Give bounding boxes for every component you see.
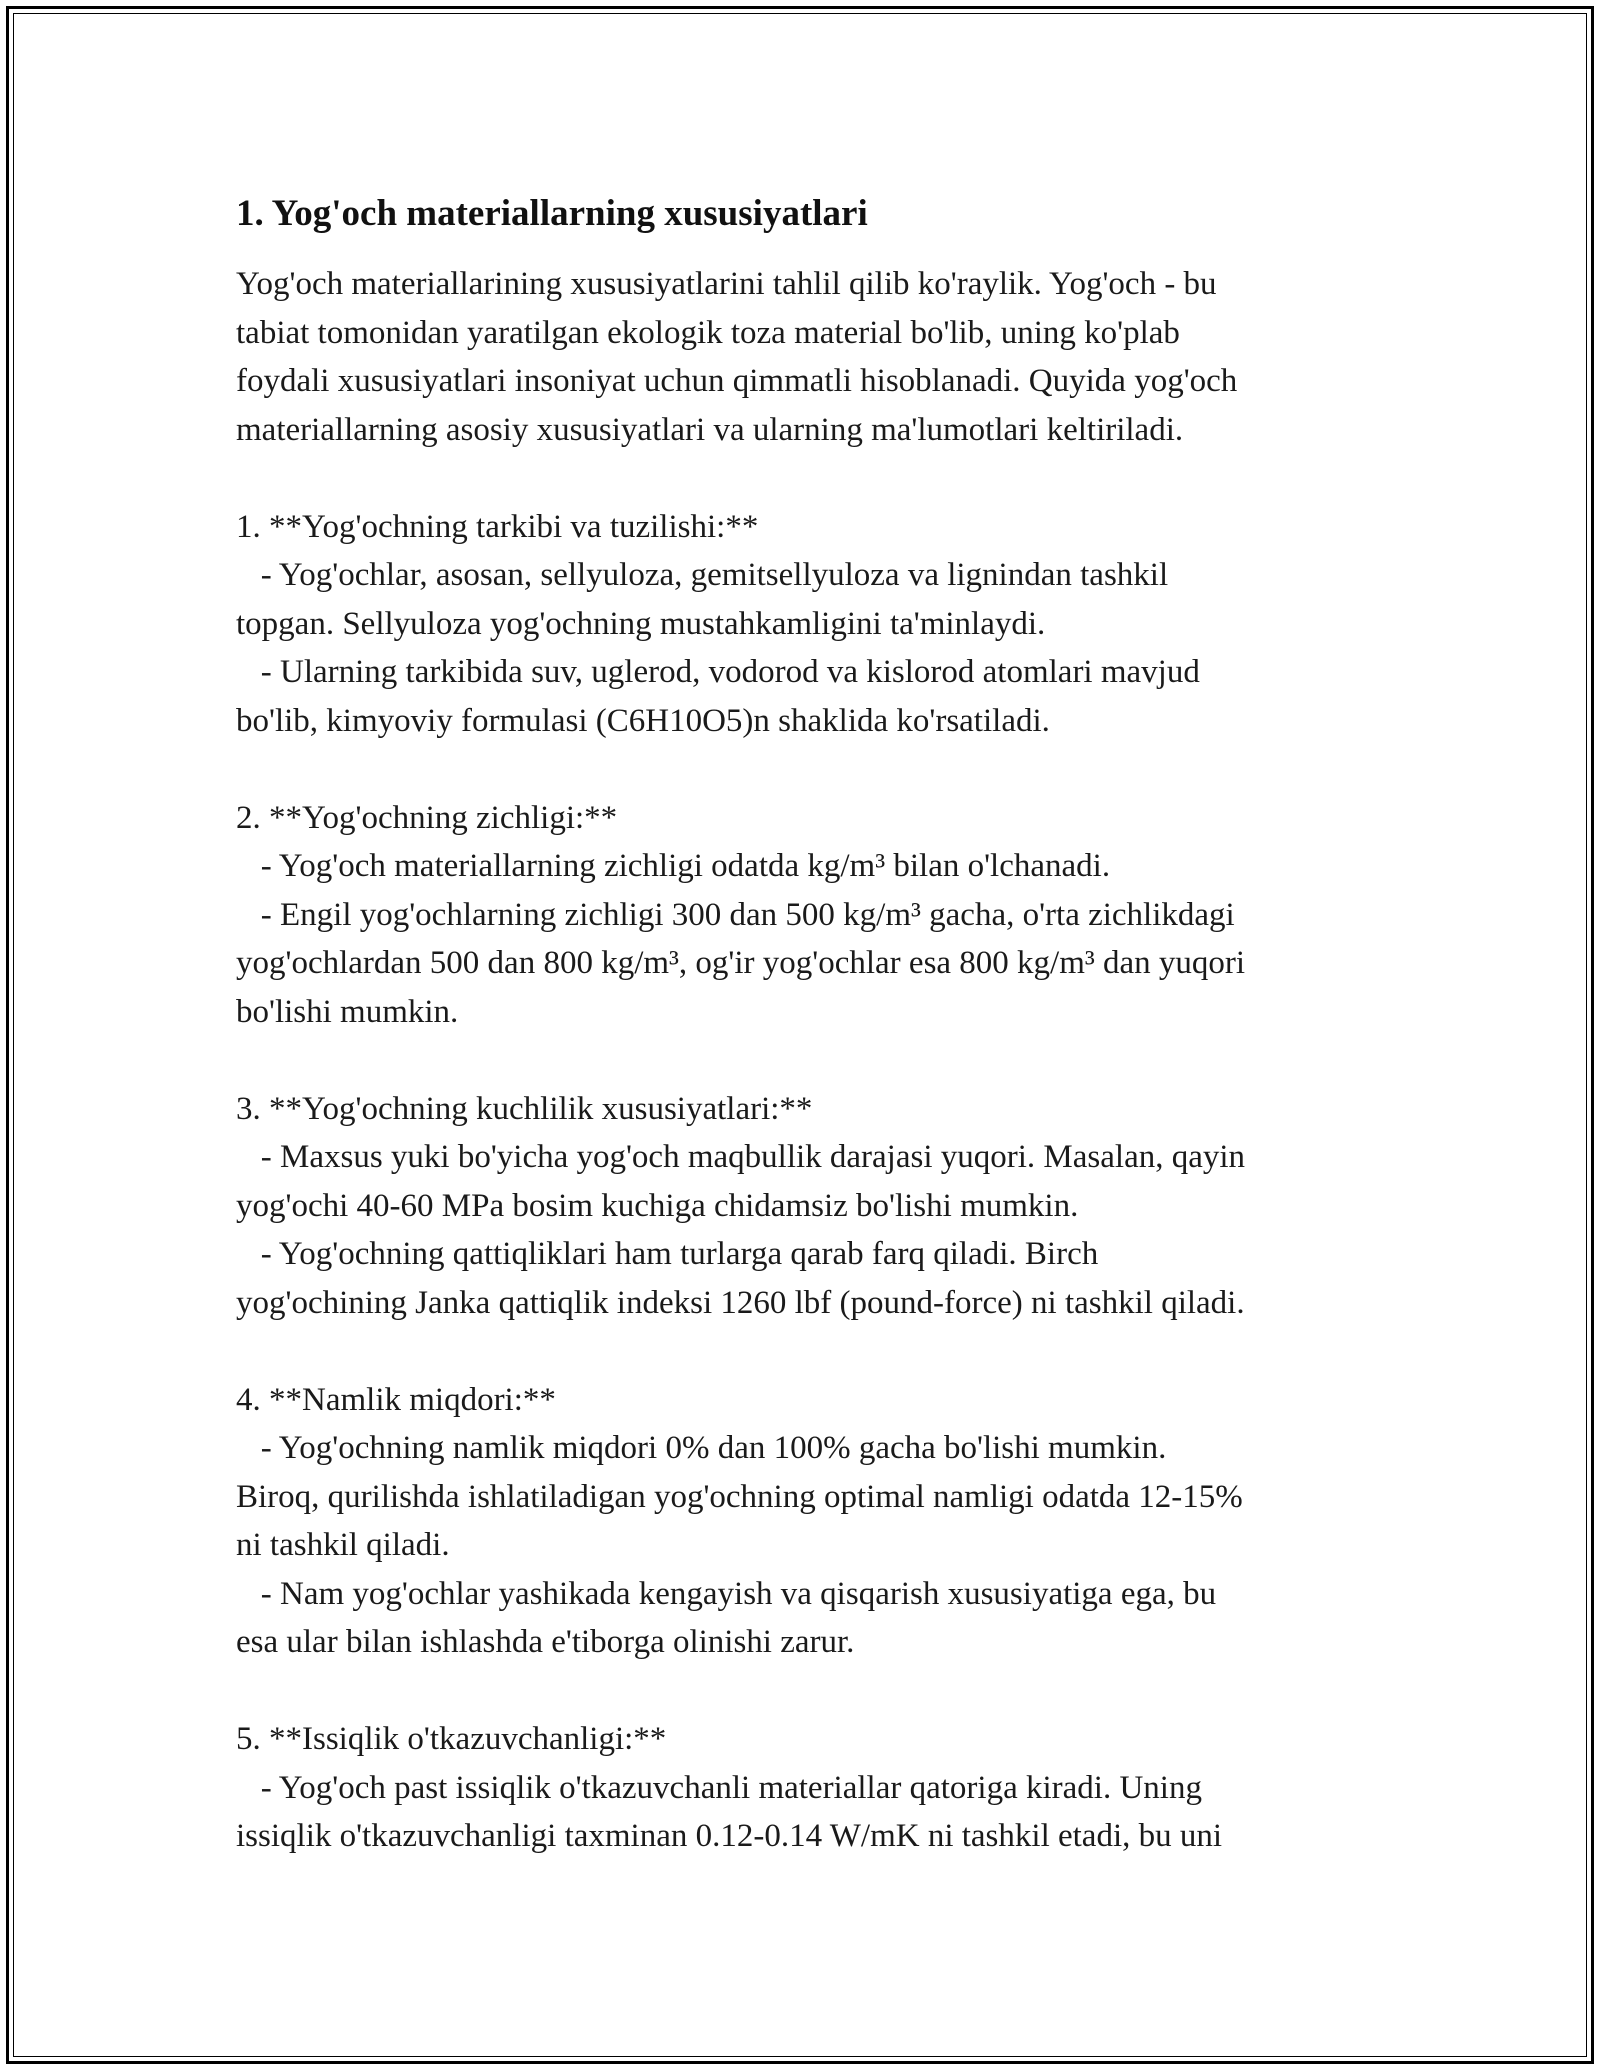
- section-line: - Yog'och past issiqlik o'tkazuvchanli materiallar qatoriga kiradi. Uning: [236, 1769, 1202, 1806]
- section-moisture: [236, 1376, 1366, 1667]
- intro-line: materiallarning asosiy xususiyatlari va ularning ma'lumotlari keltiriladi.: [236, 411, 1184, 448]
- section-heading: 1. **Yog'ochning tarkibi va tuzilishi:**: [236, 508, 759, 545]
- section-line: bo'lib, kimyoviy formulasi (C6H10O5)n shaklida ko'rsatiladi.: [236, 702, 1050, 739]
- section-line: - Ularning tarkibida suv, uglerod, vodorod va kislorod atomlari mavjud: [236, 654, 1200, 690]
- section-line: yog'ochining Janka qattiqlik indeksi 1260 lbf (pound-force) ni tashkil qiladi.: [236, 1284, 1245, 1321]
- intro-line: Yog'och materiallarining xususiyatlarini tahlil qilib ko'raylik. Yog'och - bu: [236, 266, 1217, 302]
- section-line: yog'ochi 40-60 MPa bosim kuchiga chidamsiz bo'lishi mumkin.: [236, 1187, 1079, 1224]
- section-line: - Maxsus yuki bo'yicha yog'och maqbullik darajasi yuqori. Masalan, qayin: [236, 1139, 1246, 1175]
- document-page: [236, 190, 1366, 1861]
- section-line: esa ular bilan ishlashda e'tiborga olinishi zarur.: [236, 1624, 855, 1660]
- intro-line: foydali xususiyatlari insoniyat uchun qimmatli hisoblanadi. Quyida yog'och: [236, 363, 1238, 399]
- section-line: - Yog'och materiallarning zichligi odatda kg/m³ bilan o'lchanadi.: [236, 848, 1111, 884]
- section-thermal-conductivity: [236, 1715, 1366, 1861]
- intro-paragraph: [236, 260, 1366, 454]
- section-heading: 3. **Yog'ochning kuchlilik xususiyatlari:**: [236, 1090, 813, 1127]
- section-density: [236, 794, 1366, 1037]
- section-line: - Yog'ochning qattiqliklari ham turlarga qarab farq qiladi. Birch: [236, 1236, 1099, 1272]
- section-line: - Yog'ochning namlik miqdori 0% dan 100% gacha bo'lishi mumkin.: [236, 1430, 1167, 1466]
- section-line: - Nam yog'ochlar yashikada kengayish va qisqarish xususiyatiga ega, bu: [236, 1575, 1217, 1612]
- section-strength: [236, 1085, 1366, 1328]
- section-line: issiqlik o'tkazuvchanligi taxminan 0.12-0.14 W/mK ni tashkil etadi, bu uni: [236, 1818, 1223, 1854]
- section-heading: 2. **Yog'ochning zichligi:**: [236, 799, 618, 836]
- section-heading: 5. **Issiqlik o'tkazuvchanligi:**: [236, 1721, 667, 1757]
- section-composition: [236, 503, 1366, 746]
- section-heading: 4. **Namlik miqdori:**: [236, 1381, 556, 1418]
- intro-line: tabiat tomonidan yaratilgan ekologik toza material bo'lib, uning ko'plab: [236, 314, 1180, 351]
- section-line: ni tashkil qiladi.: [236, 1527, 450, 1563]
- section-line: bo'lishi mumkin.: [236, 993, 459, 1030]
- section-line: - Yog'ochlar, asosan, sellyuloza, gemitsellyuloza va lignindan tashkil: [236, 557, 1169, 593]
- section-line: Biroq, qurilishda ishlatiladigan yog'ochning optimal namligi odatda 12-15%: [236, 1478, 1243, 1515]
- section-line: topgan. Sellyuloza yog'ochning mustahkamligini ta'minlaydi.: [236, 605, 1046, 642]
- document-title: 1. Yog'och materiallarning xususiyatlari: [236, 193, 868, 234]
- section-line: yog'ochlardan 500 dan 800 kg/m³, og'ir yog'ochlar esa 800 kg/m³ dan yuqori: [236, 945, 1246, 981]
- section-line: - Engil yog'ochlarning zichligi 300 dan 500 kg/m³ gacha, o'rta zichlikdagi: [236, 896, 1235, 933]
